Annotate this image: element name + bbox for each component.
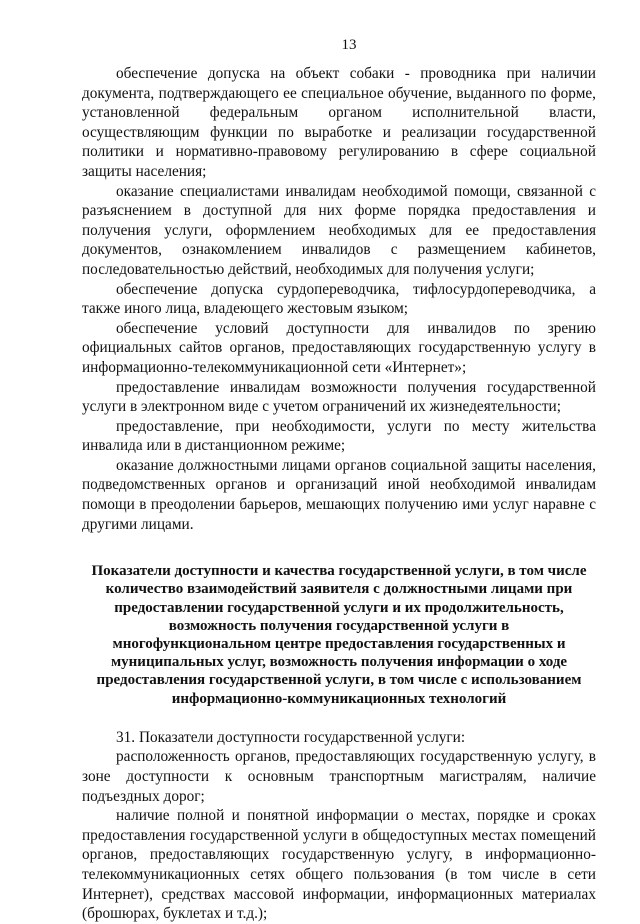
paragraph-item-31: 31. Показатели доступности государственной услуги: (116, 728, 466, 746)
section-heading: Показатели доступности и качества государственной услуги, в том числе количество взаимодействий заявителя с должностными лицами при предоставлении государственной услуги и их продолжительность, возможность получения государственной услуги в многофункциональном центре предоставления государственных и муниципальных услуг, возможность получения информации о ходе предоставления государственной услуги, в том числе с использованием информационно-коммуникационных технологий (91, 563, 587, 707)
paragraph-website-accessibility: обеспечение условий доступности для инвалидов по зрению официальных сайтов органов, предоставляющих государственную услугу в информационно-телекоммуникационной сети «Интернет»; (82, 319, 596, 376)
paragraph-barrier-assistance: оказание должностными лицами органов социальной защиты населения, подведомственных органов и организаций иной необходимой инвалидам помощи в преодолении барьеров, мешающих получению ими услуг наравне с другими лицами. (82, 456, 596, 533)
paragraph-guide-dog-access: обеспечение допуска на объект собаки - проводника при наличии документа, подтверждающего ее специальное обучение, выданного по форме, установленной федеральным органом исполнительной власти, осуществляющим функции по выработке и реализации государственной политики и нормативно-правовому регулированию в сфере социальной защиты населения; (82, 65, 596, 180)
page-number: 13 (341, 37, 357, 53)
paragraph-remote-service: предоставление, при необходимости, услуги по месту жительства инвалида или в дистанционном режиме; (82, 417, 596, 455)
paragraph-electronic-service: предоставление инвалидам возможности получения государственной услуги в электронном виде с учетом ограничений их жизнедеятельности; (82, 378, 596, 416)
paragraph-sign-interpreter-access: обеспечение допуска сурдопереводчика, тифлосурдопереводчика, а также иного лица, владеющего жестовым языком; (82, 280, 596, 318)
paragraph-specialist-assistance: оказание специалистами инвалидам необходимой помощи, связанной с разъяснением в доступной для них форме порядка предоставления и получения услуги, оформлением необходимых для ее предоставления документов, ознакомлением инвалидов с размещением кабинетов, последовательностью действий, необходимых для получения услуги; (82, 182, 596, 278)
paragraph-information-availability: наличие полной и понятной информации о местах, порядке и сроках предоставления государственной услуги в общедоступных местах помещений органов, предоставляющих государственную услугу, в информационно-телекоммуникационных сетях общего пользования (в том числе в сети Интернет), средствах массовой информации, информационных материалах (брошюрах, буклетах и т.д.); (82, 807, 596, 923)
paragraph-transport-accessibility: расположенность органов, предоставляющих государственную услугу, в зоне доступности к основным транспортным магистралям, наличие подъездных дорог; (82, 748, 596, 805)
